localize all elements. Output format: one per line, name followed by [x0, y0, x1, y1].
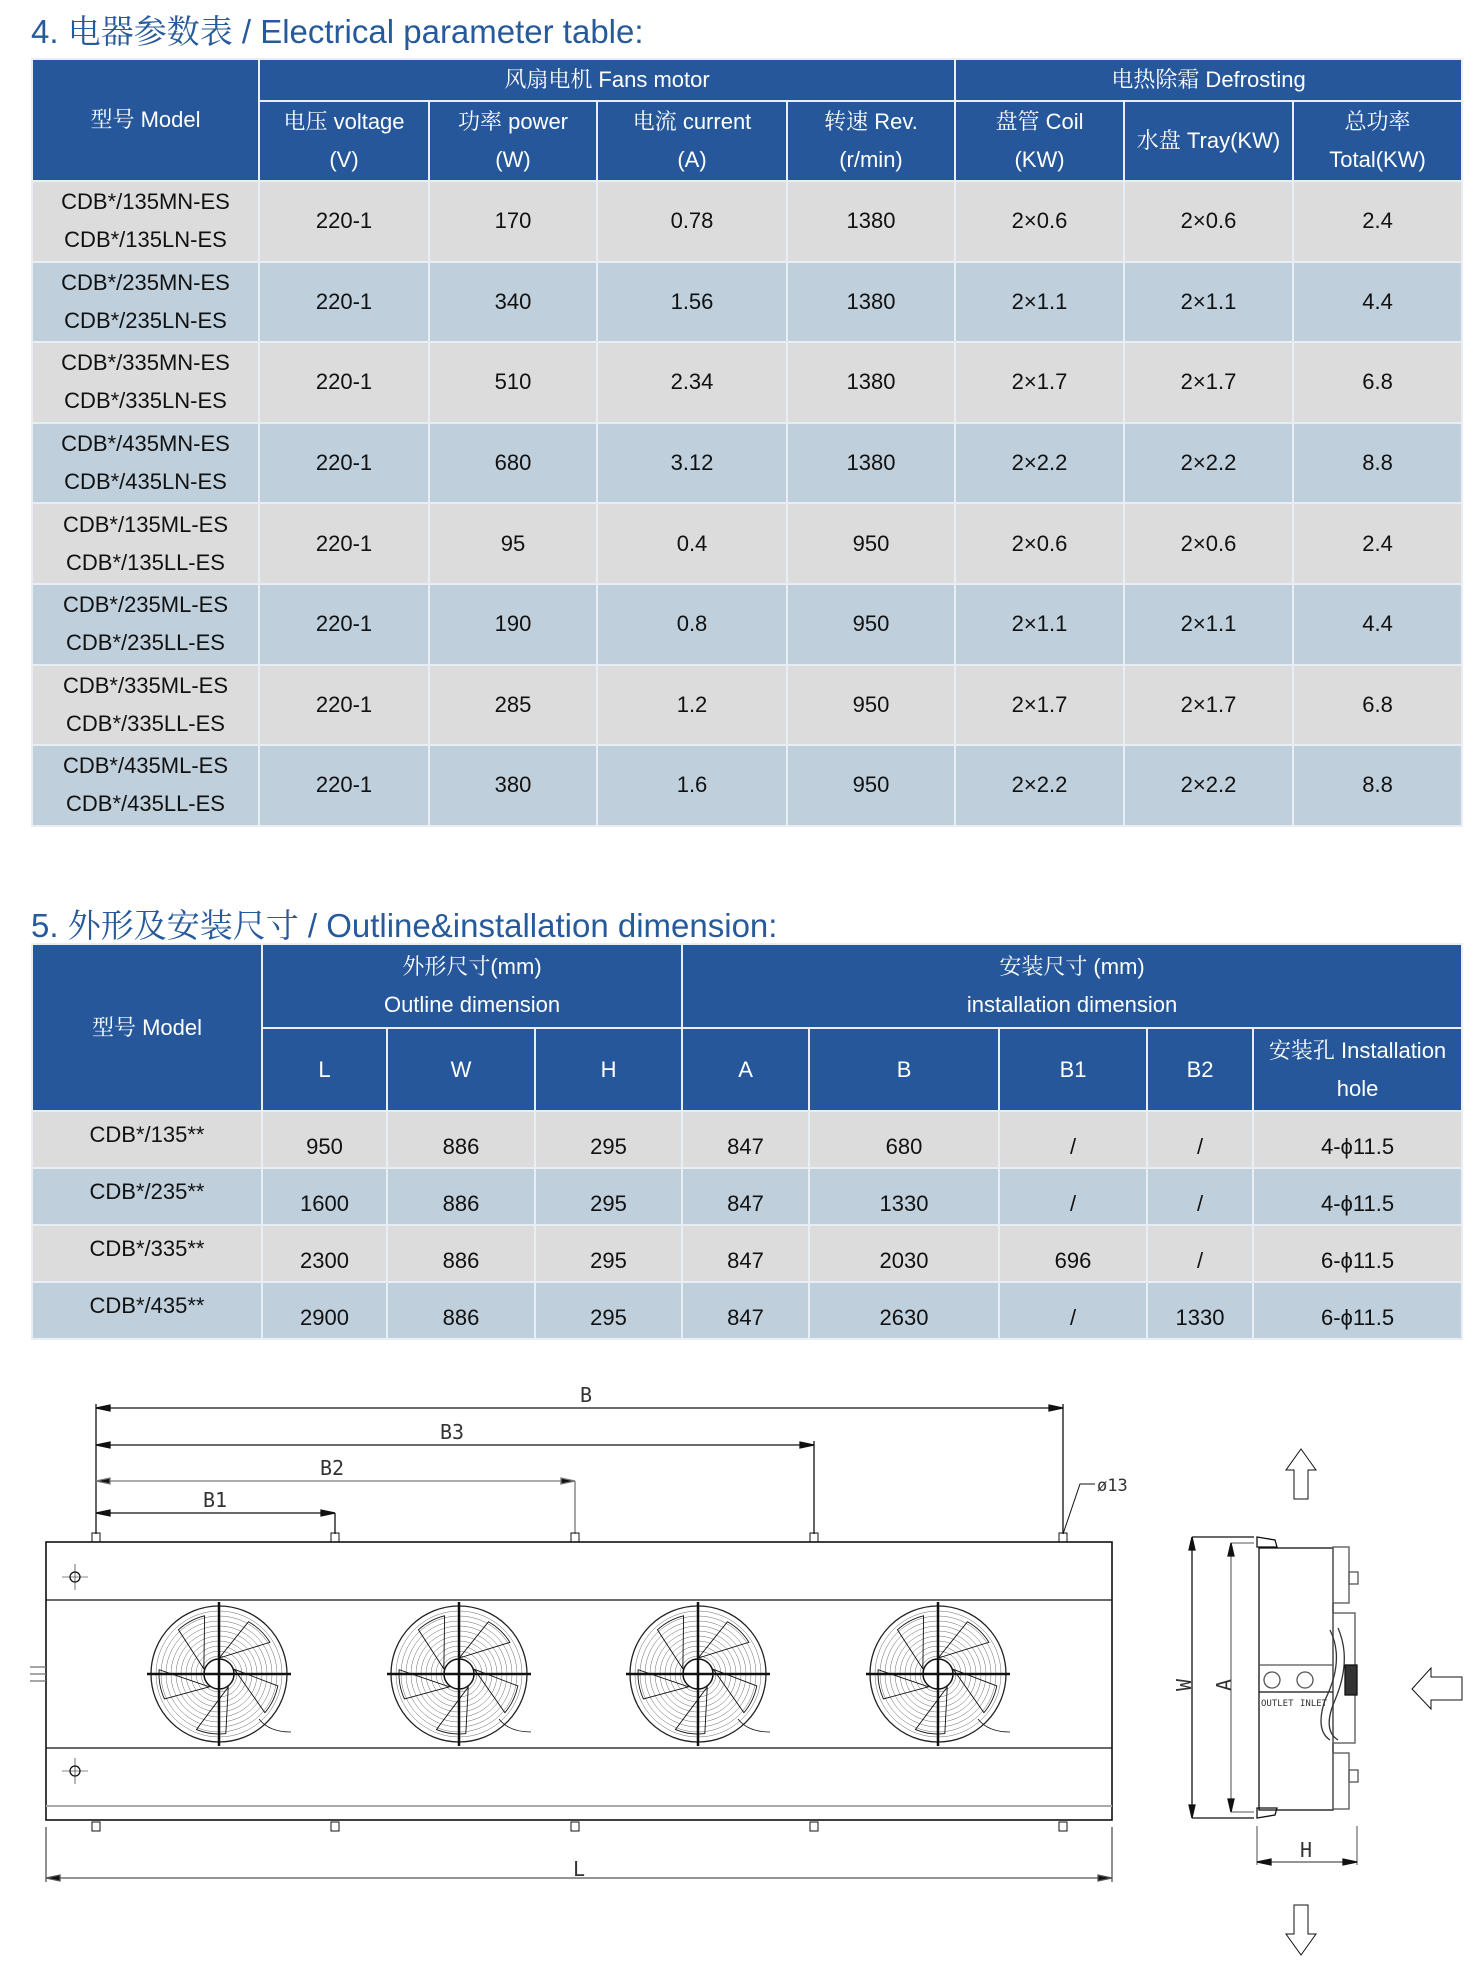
dimension-B1: [96, 1510, 335, 1534]
cell-power: 190: [429, 584, 597, 665]
header-current: 电流 current (A): [597, 101, 787, 181]
cell-model: CDB*/135ML-ES CDB*/135LL-ES: [32, 503, 259, 584]
table-row: [32, 665, 1462, 746]
cell-coil: 2×2.2: [955, 745, 1124, 826]
bracket-icon: [571, 1822, 579, 1831]
cell-L: 950: [262, 1111, 387, 1168]
cell-tray: 2×1.7: [1124, 665, 1293, 746]
cell-voltage: 220-1: [259, 503, 429, 584]
up-arrow-icon: [1286, 1449, 1316, 1499]
cell-B2: /: [1147, 1111, 1253, 1168]
cell-rev: 950: [787, 745, 955, 826]
cell-B: 2030: [809, 1225, 999, 1282]
cell-tray: 2×0.6: [1124, 503, 1293, 584]
cell-total: 2.4: [1293, 503, 1462, 584]
down-arrow-icon: [1286, 1905, 1316, 1955]
table-row: [32, 1111, 1462, 1168]
cell-rev: 1380: [787, 262, 955, 343]
dimension-label-W: W: [1172, 1678, 1196, 1691]
cell-total: 2.4: [1293, 181, 1462, 262]
mount-hole-icon: [62, 1758, 88, 1784]
bracket-icon: [1059, 1533, 1067, 1542]
cell-A: 847: [682, 1282, 809, 1339]
cell-current: 1.56: [597, 262, 787, 343]
cell-tray: 2×1.1: [1124, 584, 1293, 665]
bracket-icon: [331, 1533, 339, 1542]
cell-tray: 2×2.2: [1124, 423, 1293, 504]
section-4-title: 4. 电器参数表 / Electrical parameter table:: [31, 13, 644, 50]
cell-model: CDB*/235MN-ES CDB*/235LN-ES: [32, 262, 259, 343]
cell-model: CDB*/335ML-ES CDB*/335LL-ES: [32, 665, 259, 746]
cell-model: CDB*/435ML-ES CDB*/435LL-ES: [32, 745, 259, 826]
cell-H: 295: [535, 1225, 682, 1282]
cell-B: 680: [809, 1111, 999, 1168]
header-tray: 水盘 Tray(KW): [1124, 101, 1293, 181]
table-row: [32, 423, 1462, 504]
cell-power: 680: [429, 423, 597, 504]
cell-voltage: 220-1: [259, 342, 429, 423]
cell-total: 6.8: [1293, 665, 1462, 746]
header-fans-motor: 风扇电机 Fans motor: [259, 59, 955, 101]
cell-H: 295: [535, 1168, 682, 1225]
cell-voltage: 220-1: [259, 262, 429, 343]
cell-model: CDB*/235ML-ES CDB*/235LL-ES: [32, 584, 259, 665]
cell-W: 886: [387, 1111, 535, 1168]
cell-B: 2630: [809, 1282, 999, 1339]
cell-rev: 1380: [787, 342, 955, 423]
cell-A: 847: [682, 1168, 809, 1225]
cell-voltage: 220-1: [259, 423, 429, 504]
dimension-label-B1: B1: [203, 1488, 228, 1512]
bracket-icon: [92, 1822, 100, 1831]
cell-tray: 2×0.6: [1124, 181, 1293, 262]
fan-icon: [147, 1602, 291, 1746]
cell-model: CDB*/435MN-ES CDB*/435LN-ES: [32, 423, 259, 504]
cell-power: 340: [429, 262, 597, 343]
cell-voltage: 220-1: [259, 665, 429, 746]
bracket-icon: [571, 1533, 579, 1542]
cell-coil: 2×0.6: [955, 181, 1124, 262]
cell-total: 4.4: [1293, 584, 1462, 665]
cell-B2: 1330: [1147, 1282, 1253, 1339]
cell-coil: 2×0.6: [955, 503, 1124, 584]
cell-current: 0.4: [597, 503, 787, 584]
cell-model: CDB*/335MN-ES CDB*/335LN-ES: [32, 342, 259, 423]
bracket-icon: [92, 1533, 100, 1542]
cell-total: 6.8: [1293, 342, 1462, 423]
header-L: L: [262, 1028, 387, 1111]
cell-rev: 1380: [787, 181, 955, 262]
left-arrow-icon: [1412, 1668, 1462, 1709]
cell-tray: 2×1.7: [1124, 342, 1293, 423]
cell-tray: 2×2.2: [1124, 745, 1293, 826]
table-row: [32, 745, 1462, 826]
header-total: 总功率 Total(KW): [1293, 101, 1462, 181]
header-B1: B1: [999, 1028, 1147, 1111]
table-row: [32, 342, 1462, 423]
header-B2: B2: [1147, 1028, 1253, 1111]
cell-rev: 950: [787, 584, 955, 665]
cell-current: 0.8: [597, 584, 787, 665]
cell-power: 510: [429, 342, 597, 423]
cell-B1: /: [999, 1111, 1147, 1168]
cell-model: CDB*/235**: [32, 1168, 262, 1225]
outlet-label: OUTLET: [1261, 1699, 1294, 1709]
cell-current: 2.34: [597, 342, 787, 423]
cell-power: 380: [429, 745, 597, 826]
cell-coil: 2×1.7: [955, 342, 1124, 423]
header-A: A: [682, 1028, 809, 1111]
cell-hole: 6-ϕ11.5: [1253, 1282, 1462, 1339]
cell-coil: 2×1.7: [955, 665, 1124, 746]
dimension-label-L: L: [573, 1857, 586, 1881]
cell-model: CDB*/435**: [32, 1282, 262, 1339]
table-row: [32, 1282, 1462, 1339]
table-row: [32, 1168, 1462, 1225]
header-power: 功率 power (W): [429, 101, 597, 181]
cell-B1: /: [999, 1282, 1147, 1339]
cell-hole: 6-ϕ11.5: [1253, 1225, 1462, 1282]
header-W: W: [387, 1028, 535, 1111]
cell-B: 1330: [809, 1168, 999, 1225]
cell-coil: 2×1.1: [955, 584, 1124, 665]
outline-drawing: [0, 1370, 1482, 1983]
cell-rev: 950: [787, 665, 955, 746]
cell-model: CDB*/135**: [32, 1111, 262, 1168]
cell-coil: 2×2.2: [955, 423, 1124, 504]
dimension-label-H: H: [1300, 1838, 1313, 1862]
cell-L: 2300: [262, 1225, 387, 1282]
cell-H: 295: [535, 1282, 682, 1339]
cell-B1: 696: [999, 1225, 1147, 1282]
cell-power: 285: [429, 665, 597, 746]
table-row: [32, 262, 1462, 343]
table-row: [32, 503, 1462, 584]
table-row: [32, 1225, 1462, 1282]
cell-current: 1.6: [597, 745, 787, 826]
cell-A: 847: [682, 1111, 809, 1168]
table-row: [32, 584, 1462, 665]
cell-rev: 950: [787, 503, 955, 584]
cell-rev: 1380: [787, 423, 955, 504]
header-rev: 转速 Rev. (r/min): [787, 101, 955, 181]
bracket-icon: [810, 1822, 818, 1831]
section-5-title: 5. 外形及安装尺寸 / Outline&installation dimension:: [31, 907, 778, 944]
cell-voltage: 220-1: [259, 745, 429, 826]
fan-icon: [626, 1602, 770, 1746]
hole-label: ø13: [1097, 1476, 1128, 1496]
cell-voltage: 220-1: [259, 181, 429, 262]
dimension-label-B: B: [580, 1383, 593, 1407]
dimension-label-B2: B2: [320, 1456, 345, 1480]
bracket-icon: [331, 1822, 339, 1831]
cell-model: CDB*/135MN-ES CDB*/135LN-ES: [32, 181, 259, 262]
cell-L: 1600: [262, 1168, 387, 1225]
cell-B2: /: [1147, 1225, 1253, 1282]
cell-B2: /: [1147, 1168, 1253, 1225]
cell-hole: 4-ϕ11.5: [1253, 1168, 1462, 1225]
cell-H: 295: [535, 1111, 682, 1168]
header-model: 型号 Model: [32, 944, 262, 1111]
cell-hole: 4-ϕ11.5: [1253, 1111, 1462, 1168]
header-coil: 盘管 Coil (KW): [955, 101, 1124, 181]
cell-coil: 2×1.1: [955, 262, 1124, 343]
cell-total: 4.4: [1293, 262, 1462, 343]
cell-L: 2900: [262, 1282, 387, 1339]
header-H: H: [535, 1028, 682, 1111]
cell-voltage: 220-1: [259, 584, 429, 665]
cell-current: 3.12: [597, 423, 787, 504]
cell-W: 886: [387, 1225, 535, 1282]
cell-current: 0.78: [597, 181, 787, 262]
header-defrosting: 电热除霜 Defrosting: [955, 59, 1462, 101]
cell-total: 8.8: [1293, 745, 1462, 826]
fan-icon: [866, 1602, 1010, 1746]
table-row: [32, 181, 1462, 262]
inlet-label: INLET: [1300, 1699, 1328, 1709]
bracket-icon: [1059, 1822, 1067, 1831]
cell-W: 886: [387, 1168, 535, 1225]
dimension-B: [96, 1404, 1063, 1534]
cell-A: 847: [682, 1225, 809, 1282]
header-B: B: [809, 1028, 999, 1111]
dimension-label-A: A: [1212, 1678, 1236, 1691]
outline-dimension-table: [31, 943, 1463, 1340]
fan-icon: [387, 1602, 531, 1746]
cell-total: 8.8: [1293, 423, 1462, 504]
cell-W: 886: [387, 1282, 535, 1339]
header-voltage: 电压 voltage (V): [259, 101, 429, 181]
cell-model: CDB*/335**: [32, 1225, 262, 1282]
electrical-parameter-table: [31, 58, 1463, 827]
cell-power: 170: [429, 181, 597, 262]
mount-hole-icon: [62, 1564, 88, 1590]
bracket-icon: [810, 1533, 818, 1542]
header-installation-dimension: 安装尺寸 (mm) installation dimension: [682, 944, 1462, 1028]
cell-tray: 2×1.1: [1124, 262, 1293, 343]
cell-B1: /: [999, 1168, 1147, 1225]
header-installation-hole: 安装孔 Installation hole: [1253, 1028, 1462, 1111]
header-outline-dimension: 外形尺寸(mm) Outline dimension: [262, 944, 682, 1028]
cell-current: 1.2: [597, 665, 787, 746]
dimension-label-B3: B3: [440, 1420, 465, 1444]
header-model: 型号 Model: [32, 59, 259, 181]
cell-power: 95: [429, 503, 597, 584]
